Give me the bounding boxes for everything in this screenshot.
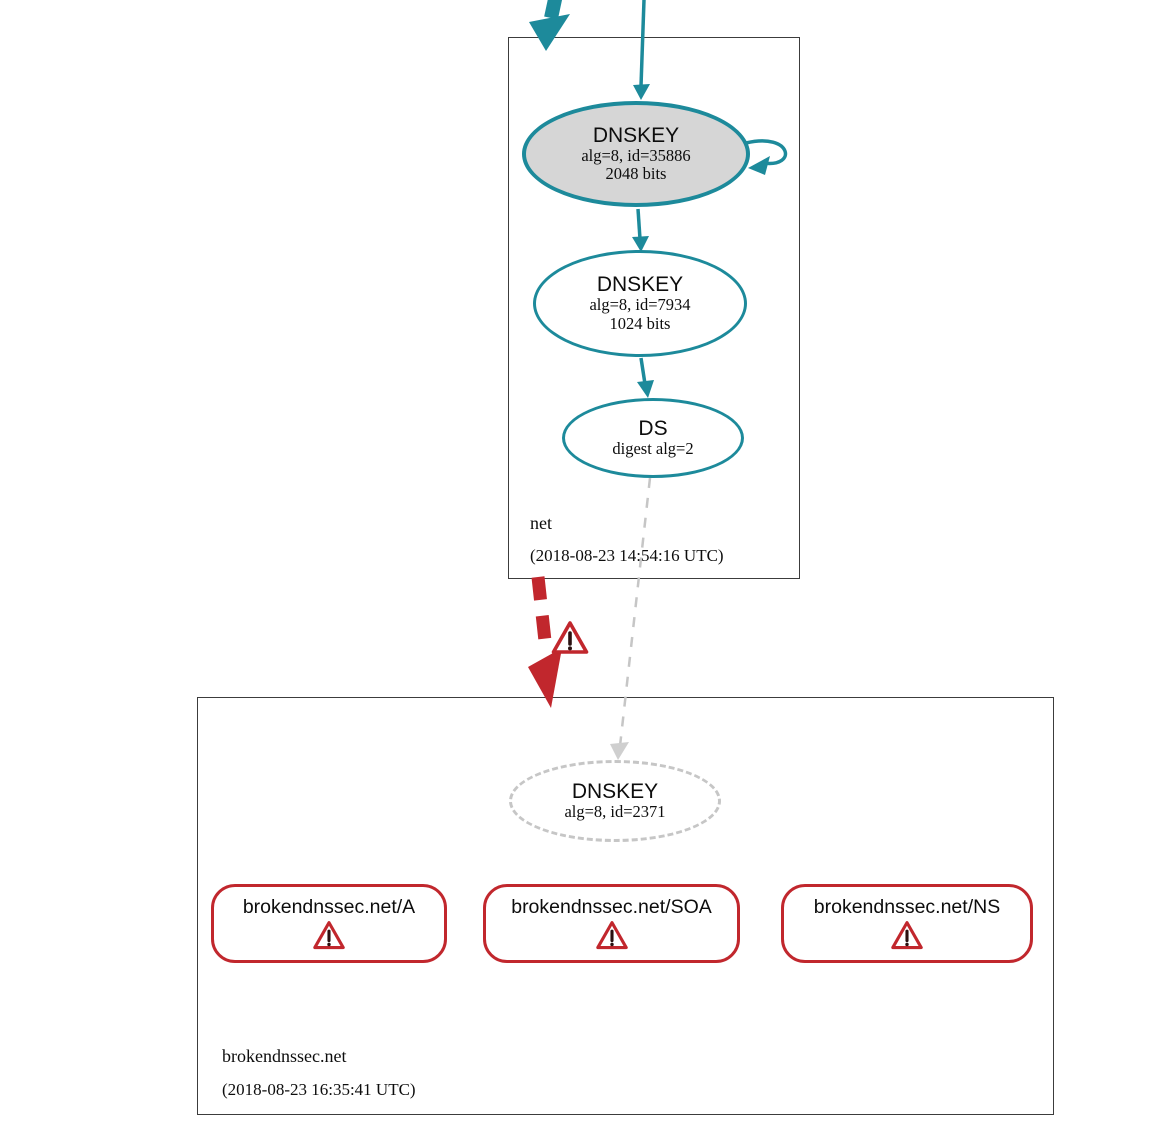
node-title: DNSKEY xyxy=(596,273,684,296)
node-rrset-soa xyxy=(483,884,740,963)
node-title: DNSKEY xyxy=(592,123,680,147)
node-attr-bits: 1024 bits xyxy=(609,313,671,333)
node-attr-alg-id: alg=8, id=2371 xyxy=(564,801,666,821)
node-dnskey-zsk-net xyxy=(533,250,747,357)
zone-timestamp-brokendnssec: (2018-08-23 16:35:41 UTC) xyxy=(222,1080,416,1099)
node-title: DNSKEY xyxy=(571,779,659,803)
warning-icon xyxy=(312,920,346,951)
rrset-label: brokendnssec.net/NS xyxy=(813,896,1001,918)
warning-icon xyxy=(890,920,924,951)
node-dnskey-ksk-net xyxy=(522,101,750,207)
zone-name-brokendnssec: brokendnssec.net xyxy=(222,1046,347,1066)
zone-timestamp-net: (2018-08-23 14:54:16 UTC) xyxy=(530,546,724,565)
node-rrset-ns xyxy=(781,884,1033,963)
warning-icon xyxy=(551,620,589,656)
node-title: DS xyxy=(638,416,668,440)
node-attr-alg-id: alg=8, id=35886 xyxy=(581,145,691,165)
warning-icon xyxy=(595,920,629,951)
rrset-label: brokendnssec.net/SOA xyxy=(511,896,712,918)
node-dnskey-brokendnssec xyxy=(509,760,721,842)
zone-name-net: net xyxy=(530,513,552,533)
node-attr-alg-id: alg=8, id=7934 xyxy=(589,295,691,315)
node-attr-digest: digest alg=2 xyxy=(612,438,694,458)
node-ds-net xyxy=(562,398,744,478)
node-attr-bits: 2048 bits xyxy=(605,164,667,184)
rrset-label: brokendnssec.net/A xyxy=(242,896,416,918)
node-rrset-a xyxy=(211,884,447,963)
